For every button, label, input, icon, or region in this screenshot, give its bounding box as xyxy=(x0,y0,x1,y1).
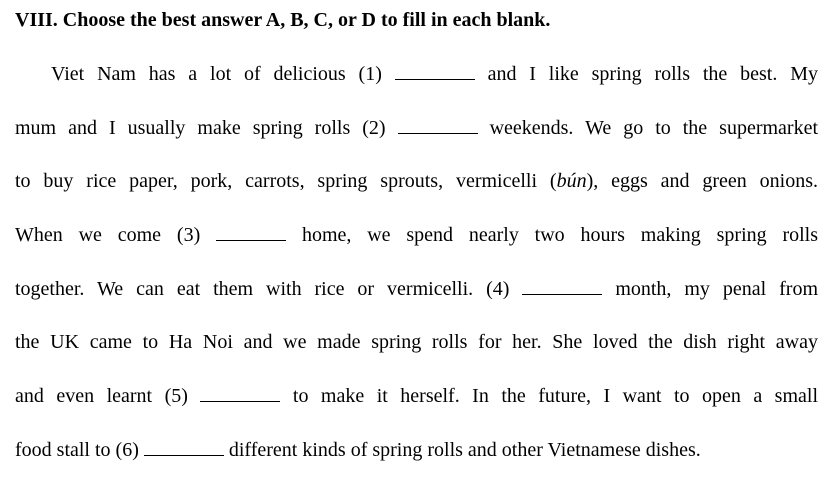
passage-text: mum and I usually make spring rolls xyxy=(15,117,351,139)
blank-4[interactable] xyxy=(522,278,602,295)
passage-line-6 xyxy=(15,330,818,354)
passage-text: and I like spring rolls the best. My xyxy=(487,63,818,85)
blank-1[interactable] xyxy=(395,63,475,80)
blank-6[interactable] xyxy=(144,439,224,456)
passage-line-8 xyxy=(15,438,818,462)
passage-text: different kinds of spring rolls and other Vietnamese dishes. xyxy=(228,439,701,461)
passage-line-3 xyxy=(15,169,818,193)
exercise-heading: VIII. Choose the best answer A, B, C, or D to fill in each blank. xyxy=(15,9,551,31)
blank-2[interactable] xyxy=(398,117,478,134)
passage-line-7 xyxy=(15,384,818,408)
blank-number: (2) xyxy=(362,117,386,139)
passage-line-5 xyxy=(15,277,818,301)
passage-text: food stall to xyxy=(15,439,111,461)
blank-number: (4) xyxy=(486,278,510,300)
passage-text: Viet Nam has a lot of delicious xyxy=(51,63,346,85)
passage-text: month, my penal from xyxy=(615,278,819,300)
blank-number: (1) xyxy=(358,63,382,85)
passage-line-2 xyxy=(15,116,818,140)
passage-line-4 xyxy=(15,223,818,247)
blank-number: (5) xyxy=(164,385,188,407)
passage-text: and even learnt xyxy=(15,385,153,407)
blank-5[interactable] xyxy=(200,385,280,402)
blank-number: (3) xyxy=(176,224,201,246)
passage-italic-word: bún xyxy=(556,170,587,192)
passage-text: to buy rice paper, pork, carrots, spring sprouts, vermicelli ( xyxy=(15,170,557,192)
blank-3[interactable] xyxy=(216,224,286,241)
passage-line-1 xyxy=(51,62,818,86)
passage-text: the UK came to Ha Noi and we made spring rolls for her. She loved the dish right away xyxy=(15,331,818,353)
blank-number: (6) xyxy=(115,439,139,461)
passage-text: together. We can eat them with rice or vermicelli. xyxy=(15,278,474,300)
passage-text: home, we spend nearly two hours making spring rolls xyxy=(301,224,819,246)
passage-text: to make it herself. In the future, I want to open a small xyxy=(292,385,819,407)
passage-text: When we come xyxy=(15,224,162,246)
passage-text: weekends. We go to the supermarket xyxy=(489,117,819,139)
passage-text: ), eggs and green onions. xyxy=(586,170,819,192)
